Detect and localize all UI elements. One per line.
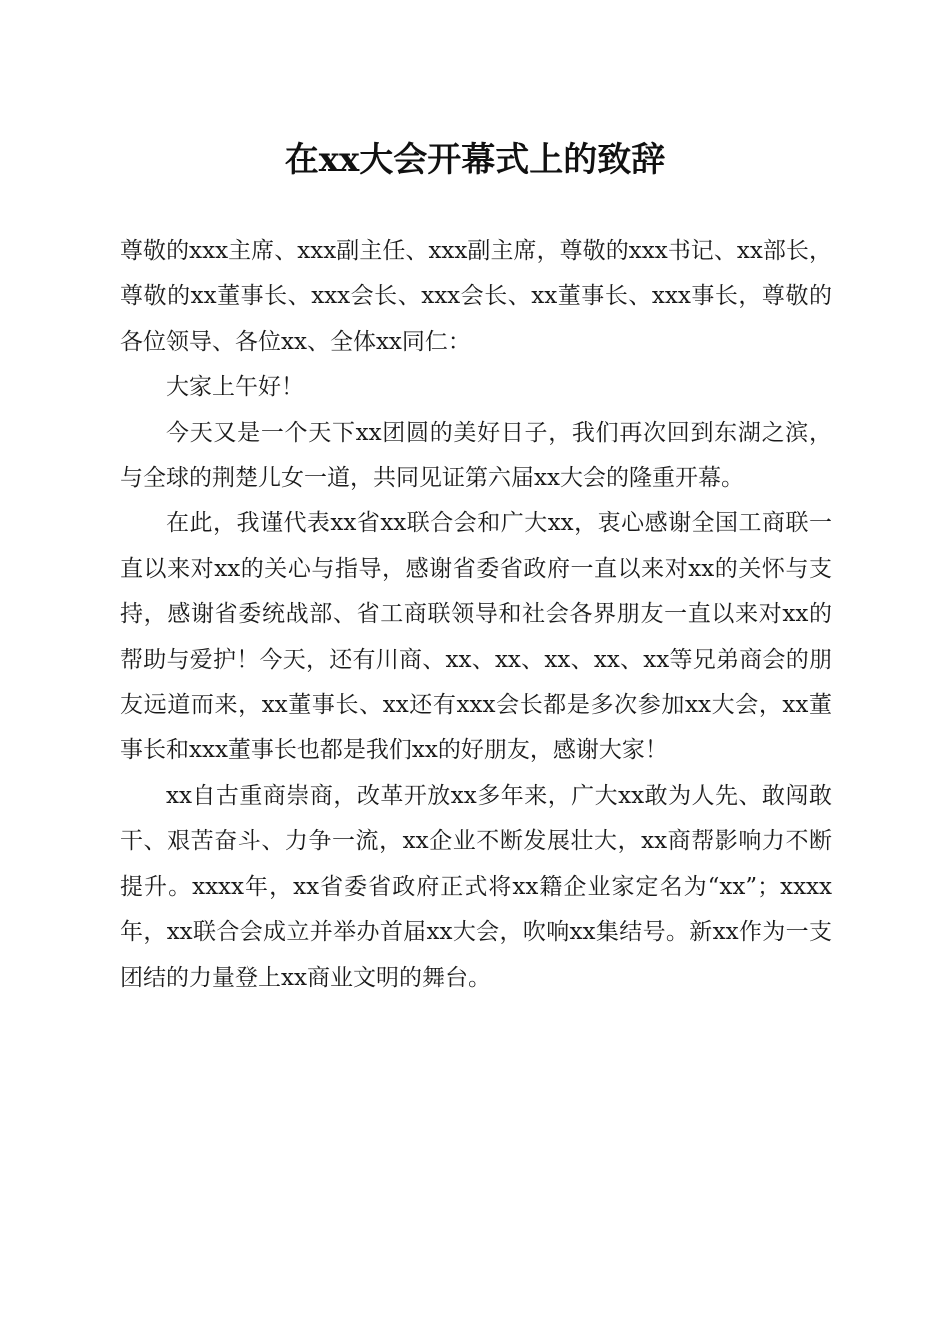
body-paragraph: 在此，我谨代表xx省xx联合会和广大xx，衷心感谢全国工商联一直以来对xx的关心与指导，感谢省委省政府一直以来对xx的关怀与支持，感谢省委统战部、省工商联领导和社会各界朋友一直以来对xx的帮助与爱护！今天，还有川商、xx、xx、xx、xx、xx等兄弟商会的朋友远道而来，xx董事长、xx还有xxx会长都是多次参加xx大会，xx董事长和xxx董事长也都是我们xx的好朋友，感谢大家！ <box>120 510 832 764</box>
body-paragraph: xx自古重商崇商，改革开放xx多年来，广大xx敢为人先、敢闯敢干、艰苦奋斗、力争一流，xx企业不断发展壮大，xx商帮影响力不断提升。xxxx年，xx省委省政府正式将xx籍企业家定名为“xx”；xxxx年，xx联合会成立并举办首届xx大会，吹响xx集结号。新xx作为一支团结的力量登上xx商业文明的舞台。 <box>120 782 832 991</box>
document-body <box>120 229 832 1001</box>
salutation-paragraph: 尊敬的xxx主席、xxx副主任、xxx副主席，尊敬的xxx书记、xx部长，尊敬的xx董事长、xxx会长、xxx会长、xx董事长、xxx事长，尊敬的各位领导、各位xx、全体xx同仁： <box>120 238 832 355</box>
document-title: 在xx大会开幕式上的致辞 <box>284 140 666 180</box>
body-paragraph: 今天又是一个天下xx团圆的美好日子，我们再次回到东湖之滨，与全球的荆楚儿女一道，共同见证第六届xx大会的隆重开幕。 <box>120 419 832 492</box>
greeting-paragraph: 大家上午好！ <box>166 374 304 401</box>
